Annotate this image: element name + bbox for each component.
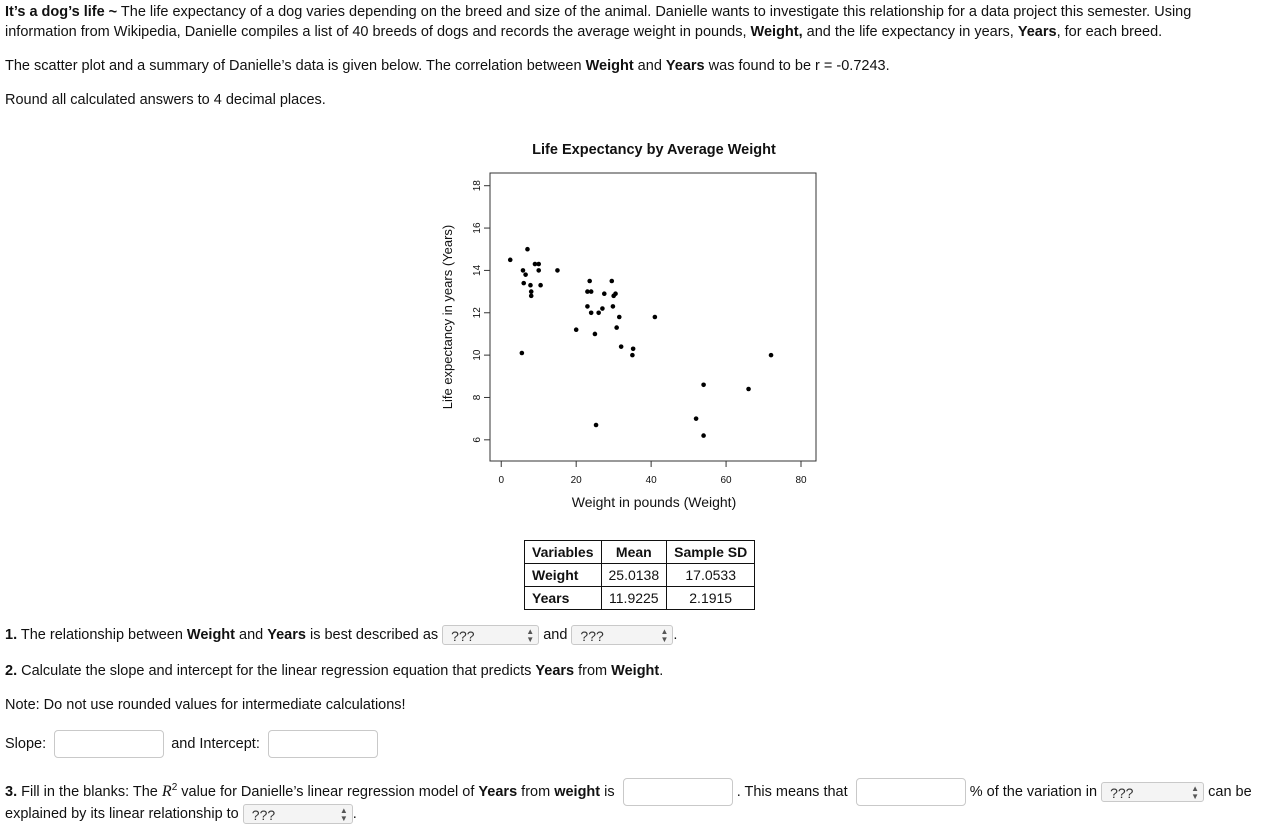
data-point	[609, 279, 614, 284]
data-point	[594, 423, 599, 428]
y-tick-label: 16	[472, 222, 483, 234]
data-point	[602, 291, 607, 296]
q1-and: and	[234, 627, 268, 643]
q1-years: Years	[267, 627, 306, 643]
q2-from: from	[574, 663, 612, 679]
corr-and: and	[633, 58, 666, 74]
data-point	[611, 304, 616, 309]
select-value: ???	[251, 807, 276, 824]
x-tick-label: 20	[570, 475, 582, 486]
q3-can-be: can be	[1208, 783, 1252, 800]
q3-percent-text: % of the variation in	[969, 783, 1098, 800]
data-point	[529, 289, 534, 294]
q3-is: is	[600, 783, 615, 800]
scatter-plot	[430, 130, 830, 520]
y-tick-label: 14	[472, 264, 483, 276]
summary-header-row	[525, 541, 755, 564]
data-point	[589, 289, 594, 294]
data-point	[589, 310, 594, 315]
q3-from: from	[517, 783, 555, 800]
data-point	[521, 268, 526, 273]
r-squared-exponent: 2	[171, 782, 178, 793]
data-point	[523, 272, 528, 277]
q3-text-2: value for Danielle’s linear regression model of	[177, 783, 479, 800]
corr-text: The scatter plot and a summary of Danielle’s data is given below. The correlation between	[5, 58, 586, 74]
question-1	[5, 624, 677, 646]
q2-number: 2.	[5, 663, 18, 679]
row-sd: 2.1915	[667, 587, 755, 610]
data-point	[555, 268, 560, 273]
data-point	[521, 281, 526, 286]
data-point	[746, 387, 751, 392]
slope-label: Slope:	[5, 736, 47, 752]
corr-text-2: was found to be r = -0.7243.	[704, 58, 890, 74]
q3-weight: weight	[554, 783, 601, 800]
summary-table	[524, 540, 755, 610]
q3-means: . This means that	[736, 783, 848, 800]
percent-input[interactable]	[856, 778, 966, 806]
data-point	[653, 315, 658, 320]
row-sd: 17.0533	[667, 564, 755, 587]
select-arrows-icon: ▲ ▼	[660, 627, 669, 645]
header-mean: Mean	[601, 541, 667, 564]
data-point	[520, 351, 525, 356]
row-mean: 25.0138	[601, 564, 667, 587]
data-point	[587, 279, 592, 284]
data-points	[508, 247, 773, 438]
data-point	[538, 283, 543, 288]
y-tick-label: 12	[472, 307, 483, 319]
select-arrows-icon: ▲ ▼	[526, 627, 535, 645]
data-point	[585, 304, 590, 309]
y-tick-label: 8	[472, 394, 483, 401]
q1-weight: Weight	[186, 627, 235, 643]
intro-text-2: and the life expectancy in years,	[802, 24, 1018, 40]
row-name: Weight	[525, 564, 602, 587]
data-point	[536, 268, 541, 273]
data-point	[617, 315, 622, 320]
q3-predictor-select[interactable]	[243, 804, 353, 824]
slope-intercept-row	[5, 728, 378, 760]
q2-weight: Weight	[611, 663, 660, 679]
header-sd: Sample SD	[667, 541, 755, 564]
data-point	[613, 291, 618, 296]
table-row-weight	[525, 564, 755, 587]
q1-text-2: is best described as	[305, 627, 443, 643]
q3-number: 3.	[5, 783, 18, 800]
data-point	[701, 433, 706, 438]
intro-text: The life expectancy of a dog varies depending on the breed and size of the animal. Danielle wants to investigate this relationship for a data project this semester. Using information from Wikipedia, Danielle compiles a list of 40 breeds of dogs and records the average weight in pounds,	[5, 4, 1192, 40]
note-text: Note: Do not use rounded values for intermediate calculations!	[5, 697, 406, 713]
data-point	[631, 346, 636, 351]
y-axis	[472, 180, 490, 443]
y-tick-label: 10	[472, 349, 483, 361]
slope-input[interactable]	[54, 730, 164, 758]
intro-text-3: , for each breed.	[1056, 24, 1163, 40]
q3-years: Years	[478, 783, 518, 800]
data-point	[630, 353, 635, 358]
x-tick-label: 60	[720, 475, 732, 486]
q1-text: The relationship between	[17, 627, 187, 643]
intro-years: Years	[1017, 24, 1057, 40]
x-axis-label: Weight in pounds (Weight)	[571, 494, 737, 510]
select-arrows-icon: ▲ ▼	[1191, 784, 1200, 801]
q2-years: Years	[535, 663, 575, 679]
data-point	[529, 294, 534, 299]
question-2	[5, 660, 663, 682]
correlation-paragraph	[5, 56, 1267, 76]
select-value: ???	[1110, 785, 1134, 801]
intercept-input[interactable]	[268, 730, 378, 758]
q1-end: .	[673, 627, 678, 643]
question-3-line-2	[5, 803, 357, 825]
data-point	[525, 247, 530, 252]
row-name: Years	[525, 587, 602, 610]
data-point	[769, 353, 774, 358]
question-3	[5, 772, 1252, 804]
data-point	[528, 283, 533, 288]
header-variables: Variables	[525, 541, 602, 564]
round-note: Round all calculated answers to 4 decimal places.	[5, 92, 326, 108]
q1-direction-select[interactable]	[442, 625, 539, 645]
data-point	[536, 262, 541, 267]
q1-strength-select[interactable]	[571, 625, 673, 645]
corr-years: Years	[665, 58, 705, 74]
data-point	[701, 382, 706, 387]
select-arrows-icon: ▲ ▼	[339, 806, 348, 824]
table-row-years	[525, 587, 755, 610]
x-tick-label: 40	[645, 475, 657, 486]
intro-paragraph	[5, 2, 1267, 42]
q3-line2-text: explained by its linear relationship to	[5, 806, 239, 822]
q2-text: Calculate the slope and intercept for the linear regression equation that predicts	[17, 663, 536, 679]
data-point	[596, 310, 601, 315]
q2-end: .	[659, 663, 664, 679]
intro-weight: Weight,	[750, 24, 803, 40]
x-axis	[498, 461, 807, 486]
y-tick-label: 6	[472, 437, 483, 443]
y-axis-label: Life expectancy in years (Years)	[440, 224, 455, 410]
q1-number: 1.	[5, 627, 18, 643]
select-value: ???	[580, 628, 604, 645]
q3-end: .	[352, 806, 357, 822]
r-squared-input[interactable]	[623, 778, 733, 806]
data-point	[614, 325, 619, 330]
r-squared-letter: R	[161, 782, 172, 800]
intercept-label: and Intercept:	[171, 736, 260, 752]
data-point	[508, 258, 513, 263]
x-tick-label: 80	[795, 475, 807, 486]
data-point	[593, 332, 598, 337]
y-tick-label: 18	[472, 180, 483, 192]
intro-title: It’s a dog’s life ~	[5, 4, 118, 20]
data-point	[600, 306, 605, 311]
q3-text: Fill in the blanks: The	[17, 783, 162, 800]
data-point	[574, 327, 579, 332]
q3-variable-select[interactable]	[1101, 782, 1204, 802]
data-point	[694, 416, 699, 421]
select-value: ???	[451, 628, 475, 645]
x-tick-label: 0	[498, 475, 505, 486]
q1-mid: and	[539, 627, 572, 643]
row-mean: 11.9225	[601, 587, 667, 610]
chart-title: Life Expectancy by Average Weight	[532, 142, 776, 158]
corr-weight: Weight	[585, 58, 634, 74]
data-point	[619, 344, 624, 349]
